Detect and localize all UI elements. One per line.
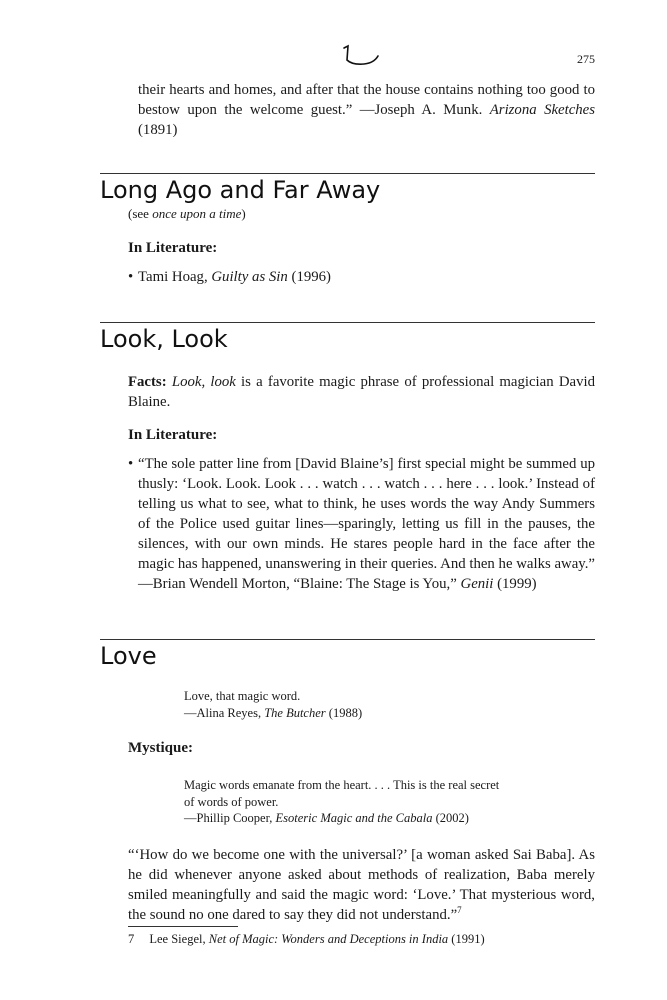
mystique-quote-line: Magic words emanate from the heart. . . . This is the real secret [184,778,500,792]
literature-item [128,454,595,594]
continued-quote [138,80,595,140]
mystique-author: —Phillip Cooper, [184,811,273,825]
footnote-year: (1991) [451,932,485,946]
epigraph [184,688,564,721]
item-quote: “The sole patter line from [David Blaine’s] first special might be summed up thusly: ‘Look. Look. Look . . . watch . . . watch . . . here . . . look.’ Instead of telling us what to see, what to think, he uses words the way Andy Summers of the Police used guitar lines—sparingly, letting us fill in the pauses, the silences, with our own minds. He stares people hard in the face after the magic has happened, unanswering in their queries. And then he walks away.” —Brian Wendell Morton, “Blaine: The Stage is You,” [138,456,595,592]
see-prefix: (see [128,206,149,221]
epigraph-year: (1988) [328,705,363,720]
entry-divider [100,639,595,640]
item-year: (1996) [291,269,331,285]
footnote-divider [128,926,238,927]
footnote-author: Lee Siegel, [149,932,206,946]
facts-paragraph [128,372,595,412]
mystique-quote [184,777,564,827]
entry-title: Love [100,642,157,670]
bullet-icon: • [128,269,134,285]
entry-title: Look, Look [100,325,228,353]
epigraph-text: Love, that magic word. [184,689,301,703]
see-term[interactable]: once upon a time [152,206,242,221]
paragraph-text: “‘How do we become one with the universal?’ [a woman asked Sai Baba]. As he did whenever anyone asked about methods of realization, Baba merely smiled meaningfully and said the magic word: ‘Love.’ That mysterious word, the sound no one dared to say they did not understand.” [128,847,595,923]
facts-text: is a favorite magic phrase of professional magician David Blaine. [128,374,596,410]
item-year: (1999) [497,576,537,592]
entry-divider [100,173,595,174]
item-work: Genii [460,576,494,592]
bullet-icon: • [128,456,134,472]
footnote-number: 7 [128,932,135,946]
item-work: Guilty as Sin [211,269,288,285]
mystique-work: Esoteric Magic and the Cabala [275,811,433,825]
facts-label: Facts: [128,374,167,390]
facts-term: Look, look [171,374,236,390]
mystique-heading: Mystique: [128,740,193,756]
footnote-work: Net of Magic: Wonders and Deceptions in India [208,932,449,946]
mystique-quote-line: of words of power. [184,794,279,809]
epigraph-attribution [184,705,564,722]
footnote-reference[interactable]: 7 [457,905,462,916]
mystique-attribution [184,810,564,827]
continued-quote-work: Arizona Sketches [489,102,596,118]
see-reference [128,206,246,222]
epigraph-author: —Alina Reyes, [184,705,262,720]
mystique-year: (2002) [435,811,469,825]
continued-quote-text: their hearts and homes, and after that the house contains nothing too good to bestow upon the welcome guest.” —Joseph A. Munk. [138,82,595,118]
love-paragraph [128,845,595,925]
page-number: 275 [577,52,595,66]
continued-quote-year: (1891) [138,122,178,138]
entry-divider [100,322,595,323]
see-suffix: ) [241,206,246,221]
footnote [128,932,595,947]
handwritten-mark [338,44,384,68]
item-author: Tami Hoag, [138,269,208,285]
in-literature-heading: In Literature: [128,427,218,443]
epigraph-work: The Butcher [264,705,326,720]
literature-item [128,267,595,287]
in-literature-heading: In Literature: [128,240,218,256]
entry-title: Long Ago and Far Away [100,176,381,204]
